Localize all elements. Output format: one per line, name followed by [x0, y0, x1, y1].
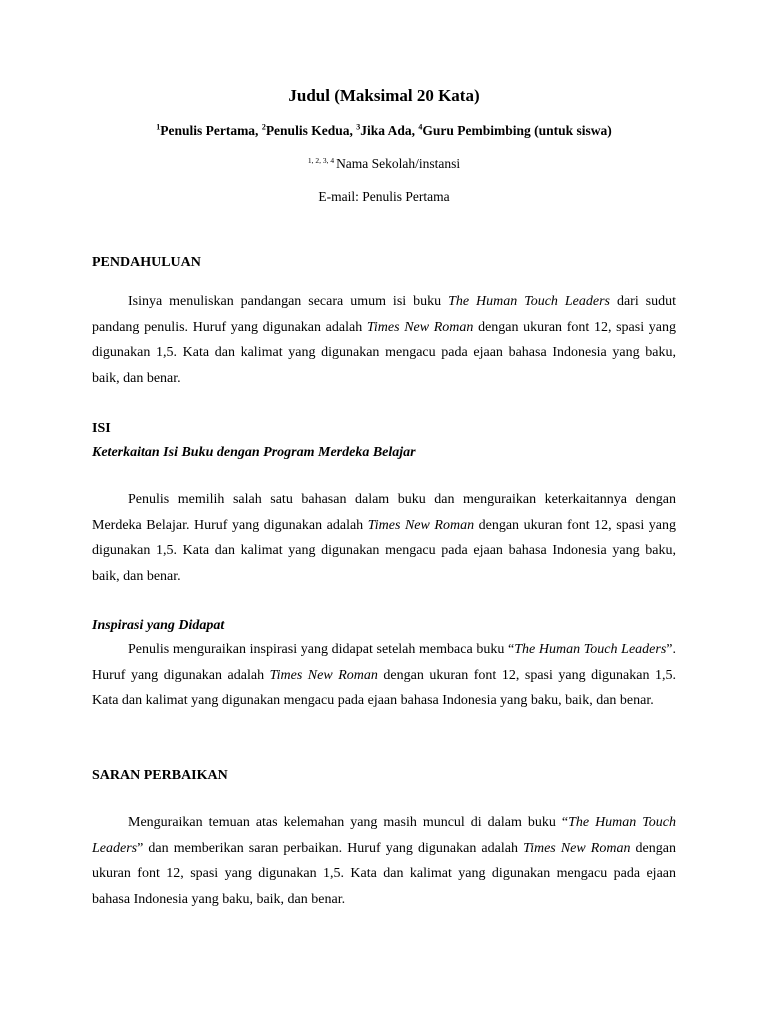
- paragraph-text: Isinya menuliskan pandangan secara umum isi buku: [128, 294, 449, 309]
- book-title-italic: The Human Touch Leaders: [92, 815, 676, 856]
- paragraph-text: ”. Huruf yang digunakan adalah: [92, 642, 677, 683]
- paragraph-text: dengan ukuran font 12, spasi yang digunakan 1,5. Kata dan kalimat yang digunakan mengacu pada ejaan bahasa Indonesia yang baku, baik, dan benar.: [92, 319, 676, 386]
- author-list: [0, 123, 768, 139]
- author-number: 2: [261, 122, 266, 132]
- font-name-italic: Times New Roman: [269, 667, 378, 683]
- section-heading-pendahuluan: PENDAHULUAN: [92, 255, 201, 270]
- font-name-italic: Times New Roman: [367, 517, 475, 533]
- book-title-italic: The Human Touch Leaders: [514, 642, 667, 657]
- author-name: Guru Pembimbing (untuk siswa): [422, 123, 612, 138]
- affiliation-name: Nama Sekolah/instansi: [336, 156, 461, 171]
- subsection-heading-keterkaitan: Keterkaitan Isi Buku dengan Program Merdeka Belajar: [92, 445, 416, 460]
- author-name: Penulis Pertama,: [160, 123, 262, 138]
- paragraph-saran: [92, 810, 676, 912]
- paragraph-text: Penulis memilih salah satu bahasan dalam buku dan menguraikan keterkaitannya dengan Merdeka Belajar. Huruf yang digunakan adalah: [92, 492, 676, 533]
- affiliation-numbers: 1, 2, 3, 4: [307, 155, 335, 165]
- author-number: 4: [418, 122, 423, 132]
- paragraph-text: dengan ukuran font 12, spasi yang digunakan 1,5. Kata dan kalimat yang digunakan mengacu pada ejaan bahasa Indonesia yang baku, baik, dan benar.: [92, 840, 676, 907]
- section-heading-saran: SARAN PERBAIKAN: [92, 768, 228, 783]
- section-heading-isi: ISI: [92, 421, 111, 436]
- paragraph-text: dengan ukuran font 12, spasi yang digunakan 1,5. Kata dan kalimat yang digunakan mengacu pada ejaan bahasa Indonesia yang baku, baik, dan benar.: [92, 667, 676, 708]
- document-title: Judul (Maksimal 20 Kata): [288, 86, 480, 105]
- paragraph-isi: [92, 487, 676, 589]
- font-name-italic: Times New Roman: [523, 840, 631, 856]
- paragraph-text: Menguraikan temuan atas kelemahan yang masih muncul di dalam buku “: [128, 815, 569, 830]
- email-line: E-mail: Penulis Pertama: [318, 189, 450, 204]
- paragraph-text: dengan ukuran font 12, spasi yang digunakan 1,5. Kata dan kalimat yang digunakan mengacu pada ejaan bahasa Indonesia yang baku, baik, dan benar.: [92, 517, 676, 584]
- paragraph-inspirasi: [92, 637, 676, 714]
- author-number: 1: [156, 122, 161, 132]
- author-number: 3: [356, 122, 361, 132]
- paragraph-pendahuluan: [92, 289, 676, 391]
- paragraph-text: ” dan memberikan saran perbaikan. Huruf yang digunakan adalah: [137, 840, 524, 856]
- paragraph-text: Penulis menguraikan inspirasi yang didapat setelah membaca buku “: [128, 642, 515, 657]
- affiliation: [0, 156, 768, 172]
- author-name: Penulis Kedua,: [265, 123, 357, 138]
- subsection-heading-inspirasi: Inspirasi yang Didapat: [92, 618, 225, 633]
- font-name-italic: Times New Roman: [366, 319, 474, 335]
- paragraph-text: dari sudut pandang penulis. Huruf yang digunakan adalah: [92, 294, 677, 335]
- book-title-italic: The Human Touch Leaders: [448, 294, 610, 309]
- author-name: Jika Ada,: [360, 123, 419, 138]
